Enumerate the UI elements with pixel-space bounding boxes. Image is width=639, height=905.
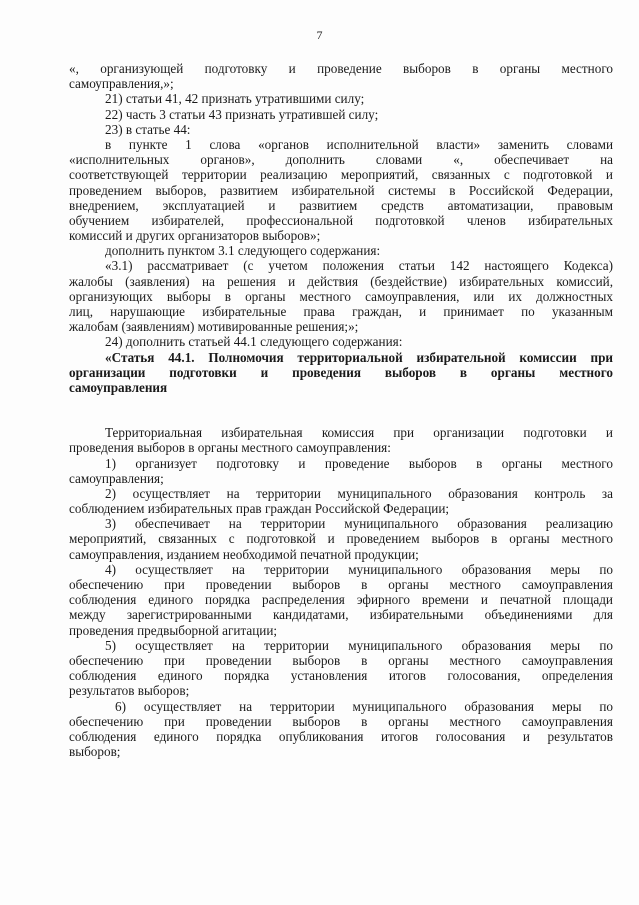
text-line: организующих выборы в органы местного самоуправления, или их должностных xyxy=(69,288,613,304)
article-heading-line: самоуправления xyxy=(69,379,168,395)
text-line: дополнить пунктом 3.1 следующего содержания: xyxy=(105,243,381,259)
text-line: Территориальная избирательная комиссия при организации подготовки и xyxy=(105,425,613,441)
text-line: 3) обеспечивает на территории муниципального образования реализацию xyxy=(105,516,613,532)
text-line: комиссий и других организаторов выборов»; xyxy=(69,228,321,244)
text-line: обеспечению при проведении выборов в органы местного самоуправления xyxy=(69,713,613,729)
text-line: жалобам (заявлениям) мотивированные решения;»; xyxy=(69,319,359,335)
text-line: 24) дополнить статьей 44.1 следующего содержания: xyxy=(105,334,403,350)
text-line: обеспечению при проведении выборов в органы местного самоуправления xyxy=(69,577,613,592)
text-line: соблюдения единого порядка распределения эфирного времени и печатной площади xyxy=(69,592,613,608)
article-heading-line: организации подготовки и проведения выборов в органы местного xyxy=(69,364,613,380)
text-line: «3.1) рассматривает (с учетом положения статьи 142 настоящего Кодекса) xyxy=(105,258,613,274)
page-number: 7 xyxy=(316,28,323,42)
text-line: соблюдения единого порядка опубликования итогов голосования и результатов xyxy=(69,728,613,744)
text-line: 4) осуществляет на территории муниципального образования меры по xyxy=(105,561,613,577)
text-line: соответствующей территории реализацию мероприятий, связанных с подготовкой и xyxy=(69,167,613,183)
text-line: 6) осуществляет на территории муниципального образования меры по xyxy=(115,698,613,714)
text-line: проведения выборов в органы местного самоуправления: xyxy=(69,440,391,456)
text-line: 22) часть 3 статьи 43 признать утратившей силу; xyxy=(105,106,379,122)
text-line: результатов выборов; xyxy=(69,683,190,699)
text-line: самоуправления; xyxy=(69,470,164,486)
text-line: соблюдением избирательных прав граждан Российской Федерации; xyxy=(69,501,450,517)
text-line: самоуправления,»; xyxy=(69,76,174,92)
text-line: 2) осуществляет на территории муниципального образования контроль за xyxy=(105,485,613,501)
paragraph-spacer xyxy=(69,395,613,425)
article-heading-line: «Статья 44.1. Полномочия территориальной избирательной комиссии при xyxy=(105,349,613,365)
text-line: 5) осуществляет на территории муниципального образования меры по xyxy=(105,637,613,653)
text-line: в пункте 1 слова «органов исполнительной власти» заменить словами xyxy=(105,136,613,152)
text-line: внедрением, эксплуатацией и развитием средств автоматизации, правовым xyxy=(69,197,613,213)
text-line: между зарегистрированными кандидатами, избирательными объединениями для xyxy=(69,607,613,623)
text-line: самоуправления, изданием необходимой печатной продукции; xyxy=(69,546,419,562)
text-line: соблюдения единого порядка установления итогов голосования, определения xyxy=(69,668,613,684)
text-line: проведением выборов, развитием избирательной системы в Российской Федерации, xyxy=(69,182,613,198)
text-line: 1) организует подготовку и проведение выборов в органы местного xyxy=(105,455,613,471)
text-line: 21) статьи 41, 42 признать утратившими силу; xyxy=(105,91,365,107)
text-line: лиц, нарушающие избирательные права граждан, и принимает по указанным xyxy=(69,304,613,319)
text-line: проведения предвыборной агитации; xyxy=(69,622,278,638)
text-line: мероприятий, связанных с подготовкой и проведением выборов в органы местного xyxy=(69,531,613,547)
text-line: обучением избирателей, профессиональной подготовкой членов избирательных xyxy=(69,212,613,228)
text-line: 23) в статье 44: xyxy=(105,121,191,137)
text-line: «, организующей подготовку и проведение выборов в органы местного xyxy=(69,61,613,76)
text-line: выборов; xyxy=(69,744,121,760)
text-line: «исполнительных органов», дополнить словами «, обеспечивает на xyxy=(69,152,613,168)
document-body xyxy=(69,61,613,759)
text-line: обеспечению при проведении выборов в органы местного самоуправления xyxy=(69,652,613,668)
text-line: жалобы (заявления) на решения и действия (бездействие) избирательных комиссий, xyxy=(69,273,613,289)
